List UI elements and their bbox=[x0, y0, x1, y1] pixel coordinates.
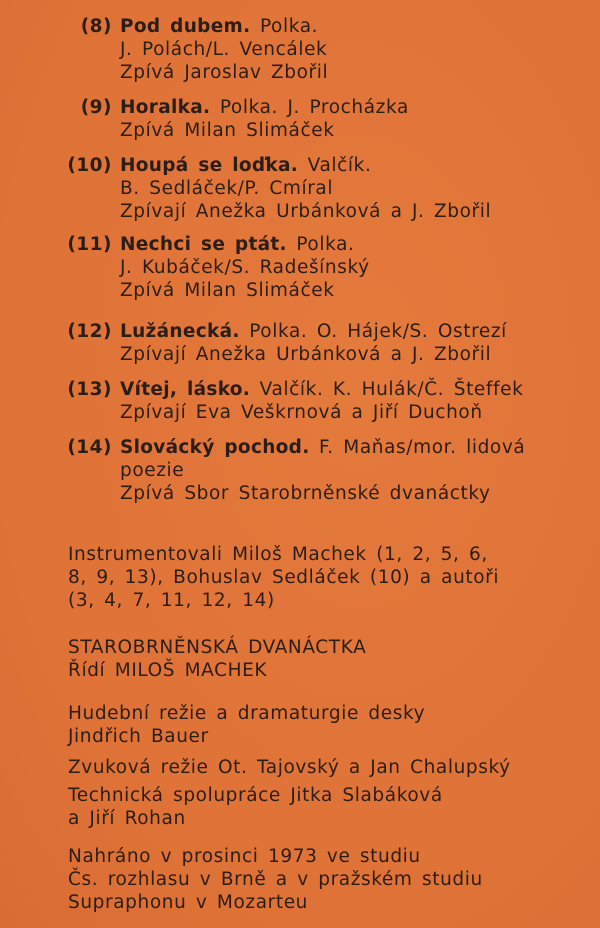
track-number: (8) bbox=[80, 16, 112, 37]
credit-block bbox=[68, 756, 511, 779]
track-number: (12) bbox=[67, 321, 112, 342]
track-title: Horalka. bbox=[120, 97, 211, 118]
credit-line: Nahráno v prosinci 1973 ve studiu bbox=[68, 846, 421, 867]
credit-line: Instrumentovali Miloš Machek (1, 2, 5, 6, bbox=[68, 544, 488, 565]
track-detail-line: poezie bbox=[120, 460, 185, 481]
credit-line: Hudební režie a dramaturgie desky bbox=[68, 703, 426, 724]
track-info: Polka. O. Hájek/S. Ostrezí bbox=[239, 321, 507, 342]
credit-line: (3, 4, 7, 11, 12, 14) bbox=[68, 590, 275, 611]
track-title: Pod dubem. bbox=[120, 16, 251, 37]
track-number: (9) bbox=[80, 97, 112, 118]
track-title: Slovácký pochod. bbox=[120, 437, 310, 458]
track-detail-line: Zpívají Eva Veškrnová a Jiří Duchoň bbox=[120, 402, 483, 423]
track-info: Polka. J. Procházka bbox=[210, 97, 409, 118]
credit-line: Zvuková režie Ot. Tajovský a Jan Chalupský bbox=[68, 757, 511, 778]
track-detail-line: Zpívá Sbor Starobrněnské dvanáctky bbox=[120, 483, 491, 504]
track-heading bbox=[120, 320, 507, 343]
credit-line: a Jiří Rohan bbox=[68, 808, 186, 829]
credit-line: Čs. rozhlasu v Brně a v pražském studiu bbox=[68, 869, 483, 890]
track-number: (13) bbox=[67, 379, 112, 400]
track-heading bbox=[120, 96, 409, 119]
credit-block bbox=[68, 784, 443, 830]
credit-block bbox=[68, 636, 366, 682]
track-detail-line: B. Sedláček/P. Cmíral bbox=[120, 178, 334, 199]
track-detail-line: Zpívá Milan Slimáček bbox=[120, 280, 335, 301]
track-info: Polka. bbox=[286, 234, 355, 255]
track-detail-line: Zpívá Milan Slimáček bbox=[120, 120, 335, 141]
track-number: (10) bbox=[67, 155, 112, 176]
credit-line: Řídí MILOŠ MACHEK bbox=[68, 660, 268, 681]
track-detail-line: Zpívá Jaroslav Zbořil bbox=[120, 62, 329, 83]
credit-block bbox=[68, 543, 499, 612]
track-number: (11) bbox=[67, 234, 112, 255]
track-detail-line: J. Polách/L. Vencálek bbox=[120, 39, 328, 60]
track-info: Valčík. K. Hulák/Č. Šteffek bbox=[250, 379, 524, 400]
track-detail-line: Zpívají Anežka Urbánková a J. Zbořil bbox=[120, 344, 492, 365]
track-title: Houpá se loďka. bbox=[120, 155, 299, 176]
credit-block bbox=[68, 702, 425, 748]
credit-line: 8, 9, 13), Bohuslav Sedláček (10) a autoři bbox=[68, 567, 500, 588]
track-title: Lužánecká. bbox=[120, 321, 240, 342]
credit-line: STAROBRNĚNSKÁ DVANÁCTKA bbox=[68, 637, 367, 658]
track-info: Valčík. bbox=[298, 155, 372, 176]
credit-block bbox=[68, 845, 483, 914]
track-detail-line: Zpívají Anežka Urbánková a J. Zbořil bbox=[120, 201, 492, 222]
track-info: Polka. bbox=[250, 16, 319, 37]
track-title: Nechci se ptát. bbox=[120, 234, 287, 255]
track-heading bbox=[120, 436, 525, 459]
credit-line: Technická spolupráce Jitka Slabáková bbox=[68, 785, 443, 806]
credit-line: Supraphonu v Mozarteu bbox=[68, 892, 308, 913]
track-heading bbox=[120, 378, 523, 401]
track-detail-line: J. Kubáček/S. Radešínský bbox=[120, 257, 370, 278]
track-heading bbox=[120, 233, 370, 256]
track-number: (14) bbox=[67, 437, 112, 458]
track-heading bbox=[120, 154, 491, 177]
track-title: Vítej, lásko. bbox=[120, 379, 251, 400]
track-info: F. Maňas/mor. lidová bbox=[309, 437, 526, 458]
track-heading bbox=[120, 15, 328, 38]
credit-line: Jindřich Bauer bbox=[68, 726, 209, 747]
